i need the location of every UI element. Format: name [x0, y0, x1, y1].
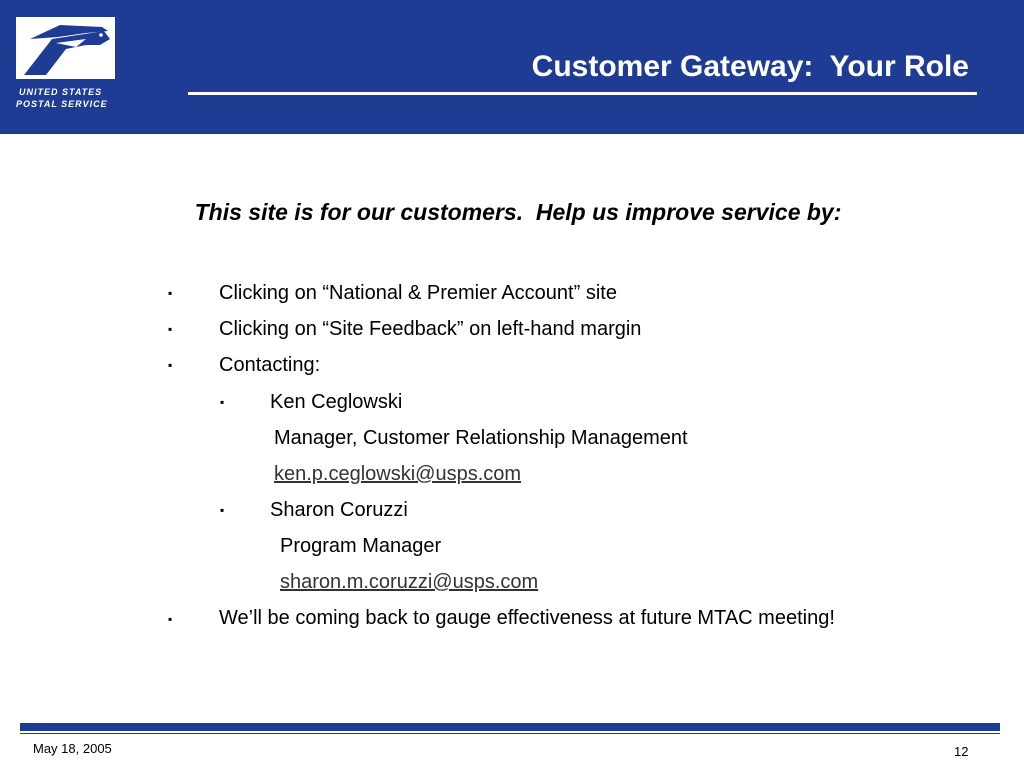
- bullet-marker: ▪: [168, 612, 173, 626]
- bullet-marker: ▪: [168, 358, 173, 372]
- contact-role: Manager, Customer Relationship Management: [274, 427, 688, 449]
- bullet-marker: ▪: [220, 395, 225, 409]
- footer-rule: [20, 723, 1000, 731]
- contact-email-link[interactable]: sharon.m.coruzzi@usps.com: [280, 571, 539, 593]
- header-band: [0, 0, 1024, 134]
- bullet-marker: ▪: [220, 503, 225, 517]
- slide-subtitle: This site is for our customers. Help us improve service by:: [194, 199, 842, 225]
- bullet-text: Clicking on “Site Feedback” on left-hand margin: [219, 318, 642, 340]
- contact-name: Ken Ceglowski: [270, 391, 403, 413]
- contact-role: Program Manager: [280, 535, 442, 557]
- title-underline: [188, 92, 977, 95]
- slide-title: Customer Gateway: Your Role: [531, 50, 969, 83]
- logo-text-line1: UNITED STATES: [19, 87, 103, 97]
- page-number: 12: [954, 744, 969, 759]
- bullet-marker: ▪: [168, 286, 173, 300]
- footer-rule-thin: [20, 733, 1000, 734]
- bullet-marker: ▪: [168, 322, 173, 336]
- footer-date: May 18, 2005: [33, 741, 112, 756]
- contact-email-link[interactable]: ken.p.ceglowski@usps.com: [274, 463, 522, 485]
- closing-text: We’ll be coming back to gauge effectiveness at future MTAC meeting!: [219, 607, 835, 629]
- bullet-text: Clicking on “National & Premier Account” site: [219, 282, 617, 304]
- eagle-icon: [16, 17, 115, 79]
- usps-logo: [16, 17, 115, 79]
- logo-text-line2: POSTAL SERVICE: [16, 99, 108, 109]
- bullet-text: Contacting:: [219, 354, 321, 376]
- contact-name: Sharon Coruzzi: [270, 499, 408, 521]
